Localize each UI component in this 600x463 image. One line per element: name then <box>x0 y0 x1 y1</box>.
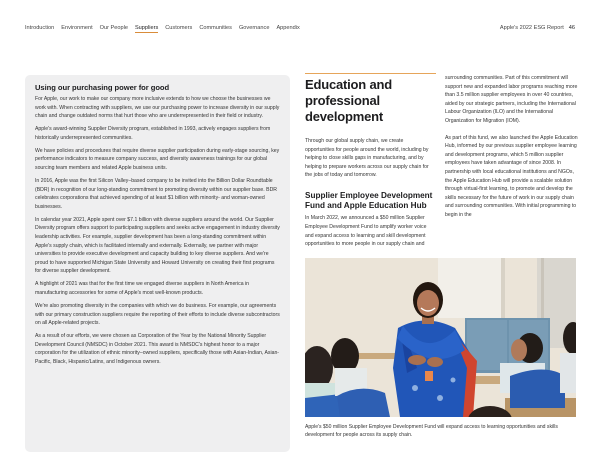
nav-link-governance[interactable]: Governance <box>238 25 270 31</box>
intro-paragraph: Through our global supply chain, we create opportunities for people around the world, including by helping to close skills gaps in manufacturing, and by helping to prepare workers across our supply chain for the jobs of today and tomorrow. <box>305 138 429 179</box>
card-paragraph: In 2016, Apple was the first Silicon Valley–based company to be invited into the Billion Dollar Roundtable (BDR) in recognition of our long-standing commitment to promoting diversity within our supplier base. BDR celebrates corporations that achieved spending of at least $1 billion with minority- and woman-owned businesses. <box>35 178 278 210</box>
nav-link-customers[interactable]: Customers <box>165 25 193 31</box>
nav-link-suppliers[interactable]: Suppliers <box>134 25 159 31</box>
card-paragraph: In calendar year 2021, Apple spent over $7.1 billion with diverse suppliers around the world. Our Supplier Diversity program offers support to participating suppliers and seeks active engagement in industry diversity leadership activities. For example, supplier development has been a long-standing commitment within Apple's supply chain, which is facilitated internally and externally. Externally, we partner with major universities to provide executive development and capacity building to key diverse suppliers. And we're proud to have supported Michigan State University and Howard University on creating their first programs for diverse supplier development. <box>35 216 280 275</box>
nav-link-environment[interactable]: Environment <box>61 25 93 31</box>
card-paragraph: We're also promoting diversity in the companies with which we do business. For example, our agreements with our primary construction suppliers require the reporting of their efforts to include diverse subcontractors on all Apple-related projects. <box>35 303 280 327</box>
report-title: Apple's 2022 ESG Report <box>499 25 564 31</box>
body-paragraph: surrounding communities. Part of this commitment will support new and expanded labor programs reaching more than 3.5 million supplier employees in over 40 countries, aided by our strategic partners, including the International Labour Organization (ILO) and the International Organization for Migration (IOM). <box>445 75 578 124</box>
subheading: Supplier Employee Development Fund and Apple Education Hub <box>305 191 433 211</box>
page-number: 46 <box>568 25 575 31</box>
sub-paragraph: In March 2022, we announced a $50 million Supplier Employee Development Fund to amplify worker voice and expand access to learning and skill development opportunities to more people in our supply chain and <box>305 215 427 248</box>
right-column <box>445 74 580 228</box>
nav-link-introduction[interactable]: Introduction <box>25 25 55 31</box>
main-column <box>305 73 433 260</box>
card-paragraph: We have policies and procedures that require diverse supplier participation during early-stage sourcing, key performance indicators to measure company success, and diversity awareness trainings for our global sourcing team members and related Apple business units. <box>35 147 280 172</box>
card-paragraph: For Apple, our work to make our company more inclusive extends to how we choose the businesses we work with. When contracting with suppliers, we use our purchasing power to increase diversity in our supply chain and change outdated norms that hurt those who are underrepresented in their field or industry. <box>35 96 280 120</box>
body-paragraph: As part of this fund, we also launched the Apple Education Hub, informed by our previous supplier employee learning and development programs, which 5 million supplier employees have taken advantage of since 2008. In partnership with local educational institutions and NGOs, the Apple Education Hub will provide a scalable solution through virtual-first learning, to promote and develop the skills necessary for the future of work in our supply chain and surrounding communities. With initial programming to begin in the <box>445 134 578 218</box>
photo-caption: Apple's $50 million Supplier Employee Development Fund will expand access to learning opportunities and skills development for people across its supply chain. <box>305 424 558 439</box>
card-paragraph: Apple's award-winning Supplier Diversity program, established in 1993, actively engages suppliers from historically underrepresented communities. <box>35 126 271 141</box>
section-divider <box>305 73 436 74</box>
nav-link-appendix[interactable]: Appendix <box>276 25 300 31</box>
card-title: Using our purchasing power for good <box>35 83 170 92</box>
card-paragraph: As a result of our efforts, we were chosen as Corporation of the Year by the National Minority Supplier Development Council (NMSDC) in October 2021. This award is NMSDC's highest honor to a major corporation for the utilization of ethnic minority–owned suppliers, specifically those with Asian-Indian, Asian-Pacific, Black, Hispanic/Latinx, and Indigenous owners. <box>35 333 280 365</box>
section-nav <box>25 25 300 31</box>
report-header <box>500 25 575 31</box>
nav-link-communities[interactable]: Communities <box>199 25 232 31</box>
classroom-photo-illustration <box>305 258 576 417</box>
page-title: Education and professional development <box>305 77 392 125</box>
top-navigation <box>25 22 575 34</box>
nav-link-our-people[interactable]: Our People <box>99 25 128 31</box>
card-paragraph: A highlight of 2021 was that for the first time we engaged diverse suppliers in North America in manufacturing accessories for some of Apple's most well-known products. <box>35 281 250 296</box>
purchasing-power-card <box>25 75 290 452</box>
classroom-photo <box>305 258 576 417</box>
